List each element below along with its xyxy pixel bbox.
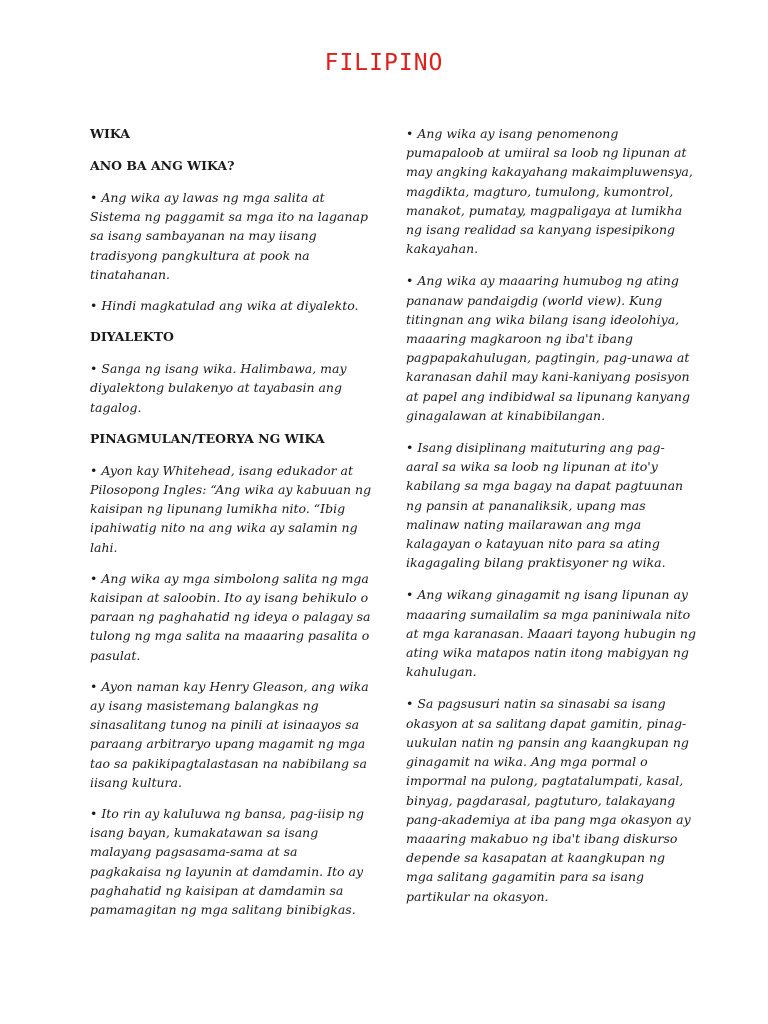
paragraph: • Ang wika ay mga simbolong salita ng mga kaisipan at saloobin. Ito ay isang behikulo o paraan ng paghahatid ng ideya o palagay sa tulong ng mga salita na maaaring pasalita o pasulat. xyxy=(90,570,371,663)
paragraph: • Sa pagsusuri natin sa sinasabi sa isang okasyon at sa salitang dapat gamitin, pinag-uukulan natin ng pansin ang kaangkupan ng ginagamit na wika. Ang mga pormal o impormal na pulong, pagtatalumpati, kasal, binyag, pagdarasal, pagtuturo, talakayang pang-akademiya at iba pang mga okasyon ay maaaring makabuo ng iba't ibang diskurso depende sa kasapatan at kaangkupan ng mga salitang gagamitin para sa isang partikular na okasyon. xyxy=(406,696,691,904)
right-column xyxy=(406,124,696,919)
heading-ano-ba-ang-wika: ANO BA ANG WIKA? xyxy=(90,158,235,173)
paragraph: • Ang wika ay isang penomenong pumapaloob at umiiral sa loob ng lipunan at may angking kakayahang makaimpluwensya, magdikta, magturo, tumulong, kumontrol, manakot, pumatay, magpaligaya at lumikha ng isang realidad sa kanyang ispesipikong kakayahan. xyxy=(406,126,693,257)
paragraph: • Hindi magkatulad ang wika at diyalekto. xyxy=(90,298,359,314)
paragraph: • Ayon naman kay Henry Gleason, ang wika ay isang masistemang balangkas ng sinasalitang tunog na pinili at isinaayos sa paraang arbitraryo upang magamit ng mga tao sa pakikipagtalastasan na nabibilang sa iisang kultura. xyxy=(90,678,369,790)
paragraph: • Isang disiplinang maituturing ang pag- aaral sa wika sa loob ng lipunan at ito'y kabilang sa mga bagay na dapat pagtuunan ng pansin at pananaliksik, upang mas malinaw nating mailarawan ang mga kalagayan o katayuan nito para sa ating ikagagaling bilang praktisyoner ng wika. xyxy=(406,440,684,571)
paragraph: • Ang wikang ginagamit ng isang lipunan ay maaaring sumailalim sa mga paniniwala nito at mga karanasan. Maaari tayong hubugin ng ating wika matapos natin itong mabigyan ng kahulugan. xyxy=(406,587,696,680)
paragraph: • Ang wika ay maaaring humubog ng ating pananaw pandaigdig (world view). Kung titingnan ang wika bilang isang ideolohiya, maaaring magkaroon ng iba't ibang pagpapakahulugan, pagtingin, pag-unawa at karanasan dahil may kani-kaniyang posisyon at papel ang indibidwal sa lipunang kanyang ginagalawan at kinabibilangan. xyxy=(406,273,690,423)
document-title: FILIPINO xyxy=(324,50,444,76)
paragraph: • Ang wika ay lawas ng mga salita at Sistema ng paggamit sa mga ito na laganap sa isang sambayanan na may iisang tradisyong pangkultura at pook na tinatahanan. xyxy=(90,190,368,282)
heading-diyalekto: DIYALEKTO xyxy=(90,329,174,345)
paragraph: • Ito rin ay kaluluwa ng bansa, pag-iisip ng isang bayan, kumakatawan sa isang malayang pagsasama-sama at sa pagkakaisa ng layunin at damdamin. Ito ay paghahatid ng kaisipan at damdamin sa pamamagitan ng mga salitang binibigkas. xyxy=(90,806,364,918)
heading-pinagmulan: PINAGMULAN/TEORYA NG WIKA xyxy=(90,430,325,446)
paragraph: • Ayon kay Whitehead, isang edukador at Pilosopong Ingles: “Ang wika ay kabuuan ng kaisipan ng lipunang lumikha nito. “Ibig ipahiwatig nito na ang wika ay salamin ng lahi. xyxy=(90,462,372,555)
left-column xyxy=(90,124,372,931)
heading-wika: WIKA xyxy=(90,126,130,141)
paragraph: • Sanga ng isang wika. Halimbawa, may diyalektong bulakenyo at tayabasin ang tagalog. xyxy=(90,361,347,415)
